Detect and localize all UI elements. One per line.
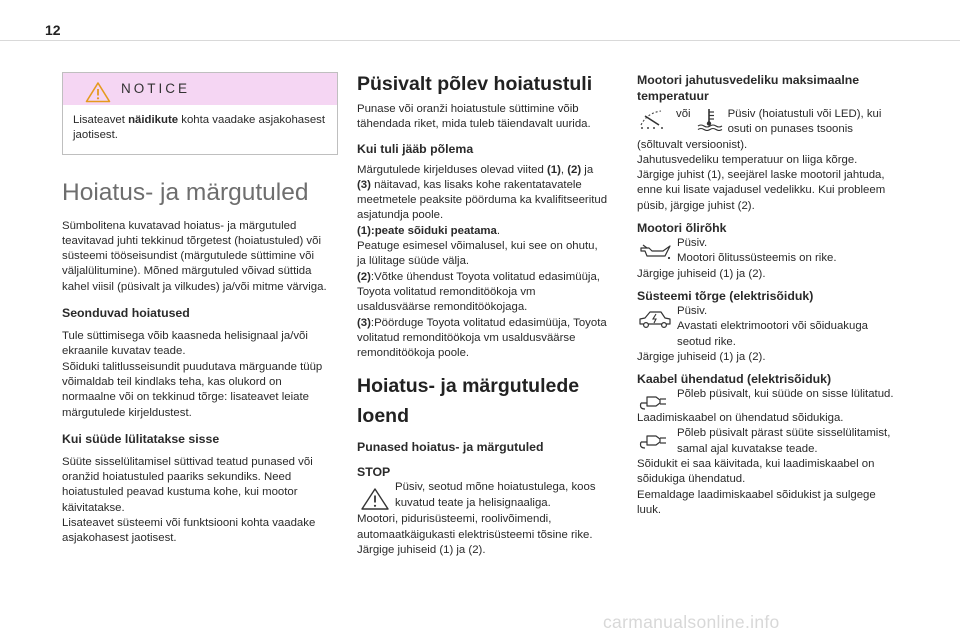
- stop-text-3: Järgige juhiseid (1) ja (2).: [357, 544, 486, 557]
- heading-cable-connected: Kaabel ühendatud (elektrisõiduk): [637, 372, 832, 387]
- reference-item-1-text: Peatuge esimesel võimalusel, kui see on ohutu, ja lülitage süüde välja.: [357, 240, 598, 268]
- cable-row-2: [637, 426, 900, 457]
- oil-text: Püsiv. Mootori õlitussüsteemis on rike.: [677, 237, 837, 265]
- header-divider: [0, 40, 960, 41]
- column-middle: [357, 72, 609, 558]
- cable-text-4: Sõidukit ei saa käivitada, kui laadimiskaabel on sõidukiga ühendatud.: [637, 458, 875, 486]
- column-right: [637, 72, 900, 518]
- coolant-text: Püsiv (hoiatustuli või LED), kui osuti on punases tsoonis: [727, 108, 882, 136]
- section-title-warning-lights: Hoiatus- ja märgutuled: [62, 178, 309, 206]
- notice-text-end: kohta vaadake asjakohasest jaotisest.: [73, 114, 326, 142]
- heading-coolant-temperature: Mootori jahutusvedeliku maksimaalne temperatuur: [637, 73, 860, 103]
- section-intro: Sümbolitena kuvatavad hoiatus- ja märgutuled teavitavad juhti tekkinud tõrgetest (hoiatustuled) või süsteemi tööseisundist (märgutulede süttimine või väljalülitumine). Mõned märgutuled võivad süttida kahel viisil (püsivalt ja vilkudes) ja/või mitme värviga.: [62, 219, 327, 293]
- reference-item-2: (2):Võtke ühendust Toyota volitatud edasimüüja, Toyota volitatud remonditöökoja vm usaldusväärse remonditöökojaga.: [357, 270, 600, 314]
- stop-row: [357, 480, 609, 512]
- heading-ignition-on: Kui süüde lülitatakse sisse: [62, 431, 220, 446]
- cable-text-2: Laadimiskaabel on ühendatud sõidukiga.: [637, 412, 844, 425]
- stop-warning-icon: [357, 486, 393, 512]
- system-fault-text: Püsiv. Avastati elektrimootori või sõiduakuga seotud rike.: [677, 304, 868, 348]
- footer-watermark[interactable]: carmanualsonline.info: [603, 612, 780, 632]
- heading-light-stays-on: Kui tuli jääb põlema: [357, 141, 474, 156]
- section-title-permanent-light: Püsivalt põlev hoiatustuli: [357, 73, 593, 95]
- notice-box: [62, 72, 338, 155]
- notice-text-bold: näidikute: [128, 114, 179, 126]
- stop-text-2: Mootori, pidurisüsteemi, roolivõimendi, automaatkäigukasti elektrisüsteemi tõsine rike.: [357, 513, 593, 541]
- notice-header: [63, 73, 337, 105]
- stop-text: Püsiv, seotud mõne hoiatustulega, koos kuvatud teate ja helisignaaliga.: [395, 481, 596, 509]
- coolant-text-3: Jahutusvedeliku temperatuur on liiga kõrge.: [637, 153, 858, 166]
- page-number: 12: [45, 22, 61, 38]
- coolant-or: või: [676, 108, 691, 120]
- cable-text-3: Põleb püsivalt pärast süüte sisselülitamist, samal ajal kuvatakse teade.: [677, 427, 891, 455]
- reference-item-3: (3):Pöörduge Toyota volitatud edasimüüja, Toyota volitatud remonditöökoja vm usaldusväärse remonditöökoja poole.: [357, 316, 607, 360]
- oil-text-3: Järgige juhiseid (1) ja (2).: [637, 267, 766, 280]
- permanent-light-intro: Punase või oranži hoiatustule süttimine võib tähendada riket, mida tuleb täiendavalt uurida.: [357, 103, 591, 131]
- cable-text-5: Eemaldage laadimiskaabel sõidukist ja sulgege luuk.: [637, 488, 876, 516]
- references-text: Märgutulede kirjelduses olevad viited (1), (2) ja (3) näitavad, kas lisaks kohe rakentatavatele meetmetele peaksite pöörduma ka kvalifitseeritud asjatundja poole.: [357, 163, 608, 222]
- notice-title: NOTICE: [121, 81, 191, 96]
- coolant-temperature-icon: [695, 107, 723, 131]
- ignition-on-text: Süüte sisselülitamisel süttivad teatud punased või oranžid hoiatustuled paariks sekundiks. Need hoiatustuled peavad kustuma kohe, kui mootor käivitatakse.: [62, 455, 313, 514]
- section-title-list: Hoiatus- ja märgutulede loend: [357, 375, 580, 428]
- heading-red-lights: Punased hoiatus- ja märgutuled: [357, 440, 544, 455]
- warning-triangle-icon: [85, 81, 111, 103]
- heading-related-warnings: Seonduvad hoiatused: [62, 306, 190, 321]
- system-fault-text-3: Järgige juhiseid (1) ja (2).: [637, 350, 766, 363]
- heading-oil-pressure: Mootori õlirõhk: [637, 221, 727, 236]
- charging-cable-icon: [637, 428, 673, 450]
- ev-system-fault-icon: [637, 307, 673, 331]
- charging-cable-icon: [637, 389, 673, 411]
- coolant-row: [637, 107, 900, 138]
- cable-text-1: Põleb püsivalt, kui süüde on sisse lülitatud.: [677, 388, 894, 401]
- oil-row: [637, 236, 900, 267]
- system-fault-row: [637, 304, 900, 350]
- heading-system-fault: Süsteemi tõrge (elektrisõiduk): [637, 288, 814, 303]
- oil-pressure-icon: [637, 240, 673, 262]
- ignition-on-text-2: Lisateavet süsteemi või funktsiooni kohta vaadake asjakohasest jaotisest.: [62, 517, 316, 545]
- coolant-gauge-icon: [637, 107, 671, 131]
- coolant-text-4: Järgige juhist (1), seejärel laske mootoril jahtuda, enne kui lisate vajadusel vedelikku. Kui probleem püsib, järgige juhist (2).: [637, 169, 886, 212]
- reference-item-1: (1):peate sõiduki peatama.: [357, 224, 501, 237]
- heading-stop: STOP: [357, 465, 391, 480]
- column-left: [62, 72, 338, 547]
- notice-body: [63, 105, 337, 154]
- related-warnings-text-2: Sõiduki talitlusseisundit puudutava märguande tüüp võimaldab teil kindlaks teha, kas olukord on normaalne või on tekkinud tõrge: lisateavet leiate märgutulede kirjeldustest.: [62, 360, 323, 419]
- notice-text: Lisateavet: [73, 114, 129, 126]
- related-warnings-text: Tule süttimisega võib kaasneda helisignaal ja/või ekraanile kuvatav teade.: [62, 330, 308, 358]
- coolant-text-2: (sõltuvalt versioonist).: [637, 138, 748, 151]
- cable-row-1: [637, 387, 900, 411]
